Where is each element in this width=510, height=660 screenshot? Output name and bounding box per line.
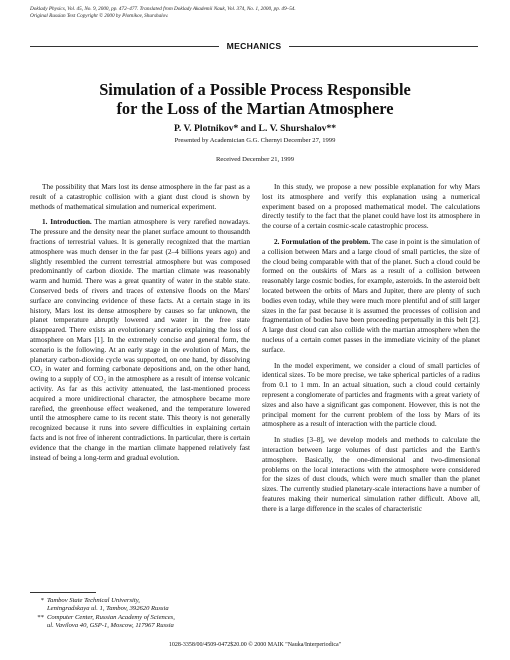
introduction-heading: 1. Introduction. xyxy=(42,217,92,227)
introduction-text: The martian atmosphere is very rarefied nowadays. The pressure and the density near the planet surface amount to thousandth fractions of terrestrial values. It is generally recognized that the martian atmosphere was much denser in the far past (2–4 billions years ago) and slightly resembled the current terrestrial atmosphere but was composed predominantly of carbon dioxide. The martian climate was reasonably warm and humid. There was a great quantity of water in the stable state. Conserved beds of rivers and traces of extensive floods on the Mars' surface are convincing evidence of these facts. At a certain stage in its history, Mars lost its dense atmosphere by causes so far unknown, the planet temperature abruptly lowered and water in the free state disappeared. There exists an evolutionary scenario explaining the loss of atmosphere on Mars [1]. In the extremely concise and general form, the scenario is the following. At an early stage in the evolution of Mars, the planetary carbon-dioxide cycle was supported, on one hand, by dissolving CO₂ in water and forming carbonate depositions and, on the other hand, owing to a supply of CO₂ in the atmosphere as a result of intense volcanic activity. As far as this activity attenuated, the last-mentioned process acquired a more unidirectional character, the atmosphere became more rarefied, the greenhouse effect weakened, and the temperature lowered until the atmosphere came to its recent state. This theory is not generally recognized because it runs into severe difficulties in explaining certain facts and is not free of inherent contradictions. In particular, there is certain evidence that the change in the martian climate happened relatively fast instead of being a long-term and gradual evolution. xyxy=(30,217,251,462)
page-footer: 1028-3358/00/4509-0472$20.00 © 2000 MAIK "Nauka/Interperiodica" xyxy=(168,642,342,648)
section-rule-left xyxy=(30,46,219,47)
proposal-paragraph: In this study, we propose a new possible explanation for why Mars lost its atmosphere and verify this explanation using a numerical experiment based on a proposed mathematical model. The calculations directly testify to the fact that the planet could have lost its atmosphere in the course of a certain cosmic-scale catastrophic process. xyxy=(262,182,480,231)
section-label: MECHANICS xyxy=(226,41,282,51)
footnote-1-line-1: Tambov State Technical University, xyxy=(47,597,140,604)
footnotes xyxy=(30,597,255,631)
footnote-1 xyxy=(30,597,255,614)
abstract-paragraph: The possibility that Mars lost its dense atmosphere in the far past as a result of a catastrophic collision with a giant dust cloud is shown by methods of mathematical simulation and numerical experiment. xyxy=(30,182,250,211)
footnote-2-line-1: Computer Center, Russian Academy of Sciences, xyxy=(47,613,175,621)
footnote-rule xyxy=(30,592,96,593)
section-bar xyxy=(30,40,478,52)
footnote-1-mark: * xyxy=(40,597,44,604)
copyright-line: Original Russian Text Copyright © 2000 by Plotnikov, Shurshalov. xyxy=(30,12,169,19)
right-column xyxy=(262,182,480,520)
authors: P. V. Plotnikov* and L. V. Shurshalov** xyxy=(173,123,337,134)
received-date: Received December 21, 1999 xyxy=(216,156,294,163)
left-column xyxy=(30,182,250,468)
paper-title xyxy=(40,81,470,118)
title-line-1: Simulation of a Possible Process Responsible xyxy=(99,80,411,99)
footnote-2-mark: ** xyxy=(37,613,44,621)
introduction-paragraph xyxy=(30,217,250,462)
formulation-heading: 2. Formulation of the problem. xyxy=(274,236,371,246)
formulation-paragraph xyxy=(262,237,480,355)
title-line-2: for the Loss of the Martian Atmosphere xyxy=(116,98,394,118)
presented-by: Presented by Academician G.G. Chernyi December 27, 1999 xyxy=(174,137,336,144)
formulation-text: The case in point is the simulation of a collision between Mars and a large cloud of small particles, the size of the cloud being comparable with that of the planet. Such a cloud could be formed on the outskirts of Mars as a result of a collision between reasonably large cosmic bodies, for example, asteroids. In the asteroid belt located between the orbits of Mars and Jupiter, there are plenty of such bodies even today, while they were much more plentiful and of still larger sizes in the far past because it is assumed the processes of collision and fragmentation of bodies have been proceeding perpetually in this belt [2]. A large dust cloud can also collide with the martian atmosphere when the nucleus of a certain comet passes in the immediate vicinity of the planet surface. xyxy=(262,236,480,354)
model-experiment-paragraph: In the model experiment, we consider a cloud of small particles of identical sizes. To be more precise, we take spherical particles of a radius from 0.1 to 1 mm. In an actual situation, such a cloud could certainly represent a conglomerate of particles and fragments with a great variety of sizes and also have a significant gas component. However, this is not the principal moment for the current problem of the loss by Mars of its atmosphere as a result of interaction with the particle cloud. xyxy=(262,360,480,429)
footnote-2 xyxy=(30,614,255,631)
journal-citation: Doklady Physics, Vol. 45, No. 9, 2000, pp. 472–477. Translated from Doklady Akademii Nauk, Vol. 374, No. 1, 2000, pp. 49–54. xyxy=(30,6,296,12)
section-rule-right xyxy=(289,46,478,47)
footnote-1-line-2: Leningradskaya ul. 1, Tambov, 392620 Russia xyxy=(47,605,169,613)
studies-paragraph: In studies [3–8], we develop models and methods to calculate the interaction between large volumes of dust particles and the Earth's atmosphere. Basically, the one-dimensional and two-dimensional problems on the local interactions with the atmosphere were considered for the sizes of dust clouds, which were much smaller than the planet sizes. The currently studied planetary-scale interactions have a number of features making their numerical simulation rather difficult. Above all, there is a large difference in the scales of characteristic xyxy=(262,435,480,513)
journal-header xyxy=(30,6,480,19)
footnote-2-line-2: ul. Vavilova 40, GSP-1, Moscow, 117967 Russia xyxy=(47,622,174,630)
